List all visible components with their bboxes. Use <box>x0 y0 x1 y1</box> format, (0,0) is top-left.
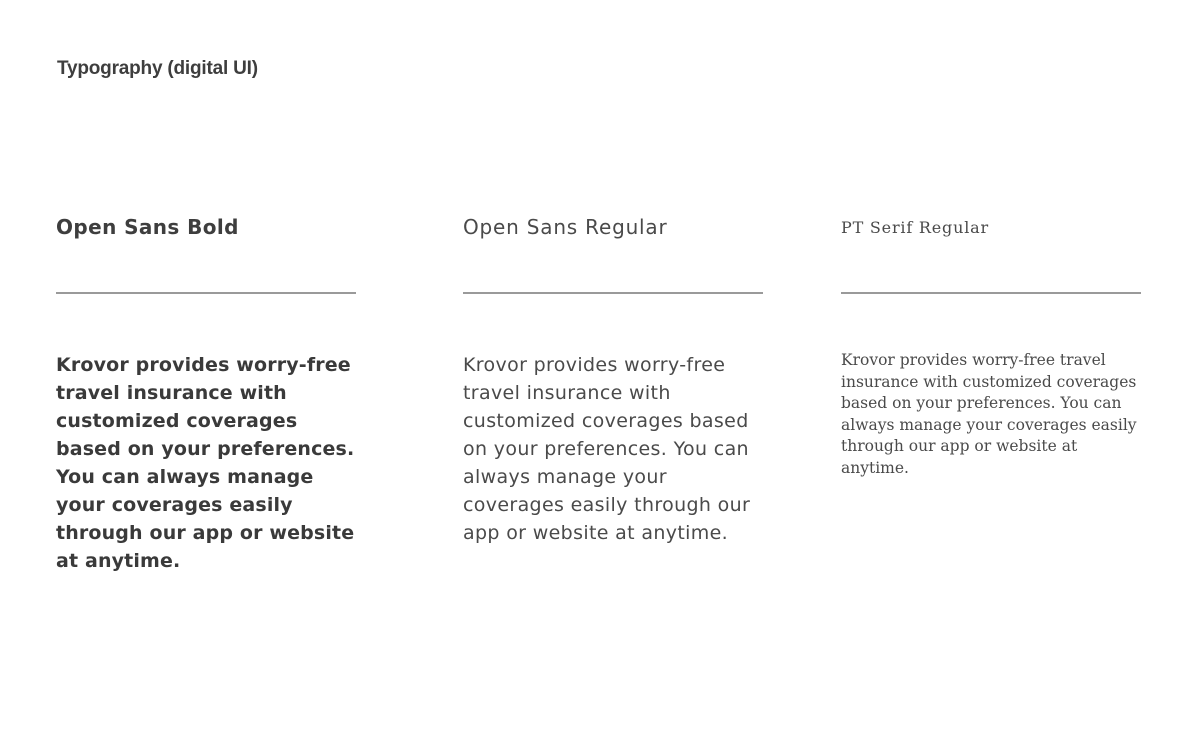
divider-line <box>56 292 356 294</box>
font-name-label: PT Serif Regular <box>841 218 989 237</box>
sample-paragraph: Krovor provides worry-free travel insurance with customized coverages based on your preferences. You can always manage your coverages easily through our app or website at anytime. <box>841 351 1137 477</box>
font-name-label: Open Sans Bold <box>56 215 239 239</box>
divider-line <box>841 292 1141 294</box>
page-title: Typography (digital UI) <box>57 58 258 79</box>
font-name-label: Open Sans Regular <box>463 215 668 239</box>
sample-paragraph: Krovor provides worry-free travel insurance with customized coverages based on your preferences. You can always manage your coverages easily through our app or website at anytime. <box>463 354 751 544</box>
divider-line <box>463 292 763 294</box>
sample-paragraph: Krovor provides worry-free travel insurance with customized coverages based on your preferences. You can always manage your coverages easily through our app or website at anytime. <box>56 354 355 572</box>
